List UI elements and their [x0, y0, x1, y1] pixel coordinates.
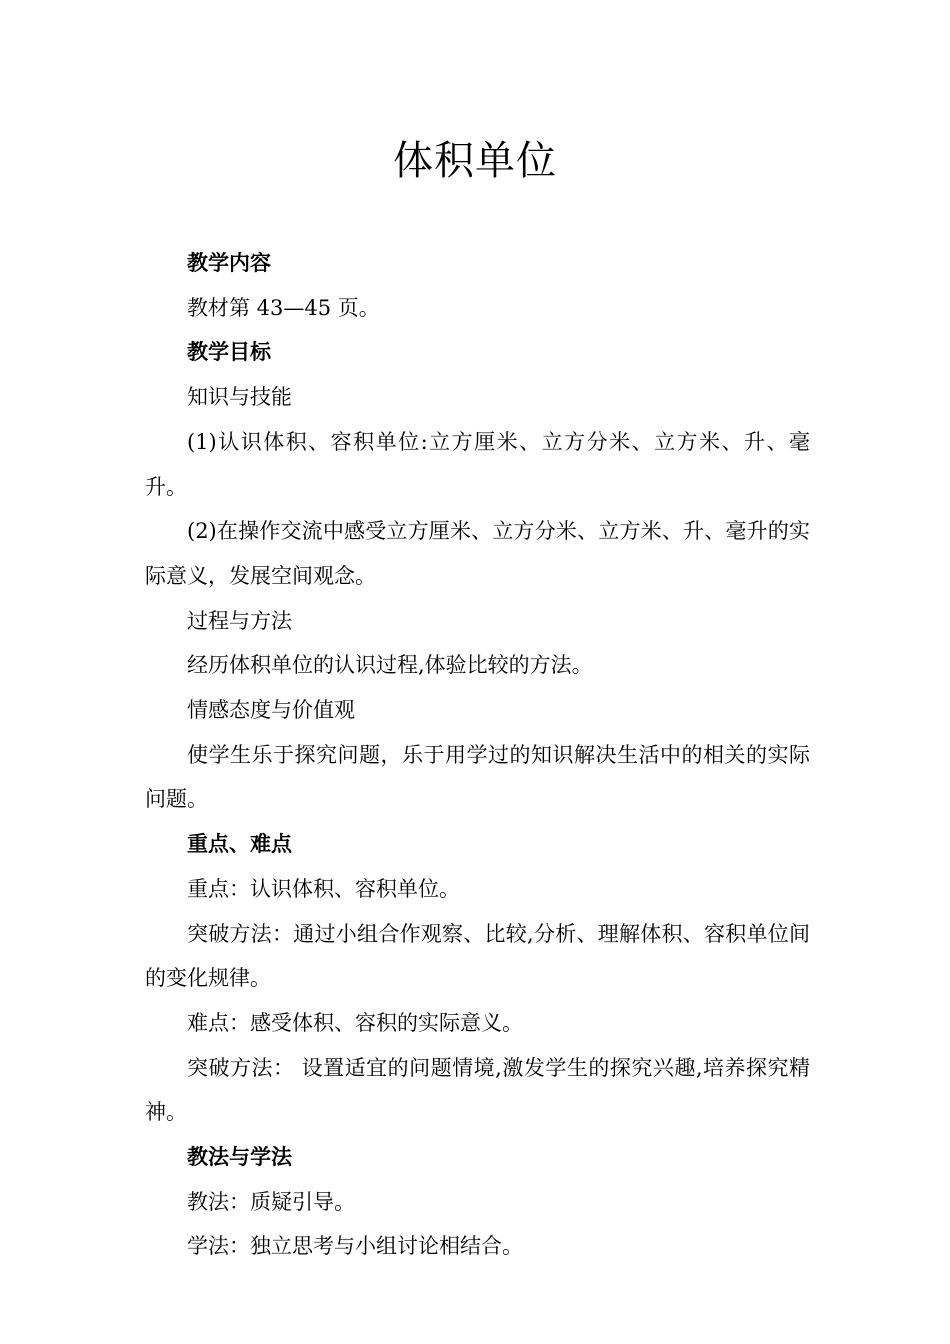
- section-heading-key-points: 重点、难点: [187, 831, 292, 857]
- paragraph: 知识与技能: [187, 385, 292, 410]
- paragraph: 突破方法： 设置适宜的问题情境,激发学生的探究兴趣,培养探究精神。: [145, 1055, 810, 1125]
- paragraph: 过程与方法: [187, 608, 292, 633]
- paragraph: 经历体积单位的认识过程,体验比较的方法。: [187, 653, 593, 678]
- section-heading-content: 教学内容: [187, 250, 271, 275]
- paragraph: 使学生乐于探究问题，乐于用学过的知识解决生活中的相关的实际问题。: [145, 742, 810, 812]
- document-body: [145, 241, 810, 1269]
- paragraph: (2)在操作交流中感受立方厘米、立方分米、立方米、升、毫升的实际意义，发展空间观念。: [145, 519, 810, 588]
- section-heading-methods: 教法与学法: [187, 1144, 292, 1170]
- paragraph: 情感态度与价值观: [187, 698, 355, 723]
- paragraph: 教法：质疑引导。: [187, 1189, 355, 1214]
- paragraph: (1)认识体积、容积单位:立方厘米、立方分米、立方米、升、毫升。: [145, 429, 810, 499]
- paragraph: 难点：感受体积、容积的实际意义。: [187, 1010, 523, 1035]
- paragraph: 重点：认识体积、容积单位。: [187, 876, 460, 901]
- paragraph: 教材第 43—45 页。: [187, 295, 380, 320]
- section-heading-objectives: 教学目标: [187, 339, 271, 365]
- paragraph: 学法：独立思考与小组讨论相结合。: [187, 1234, 523, 1259]
- page-title: 体积单位: [393, 138, 557, 184]
- paragraph: 突破方法：通过小组合作观察、比较,分析、理解体积、容积单位间的变化规律。: [145, 921, 810, 991]
